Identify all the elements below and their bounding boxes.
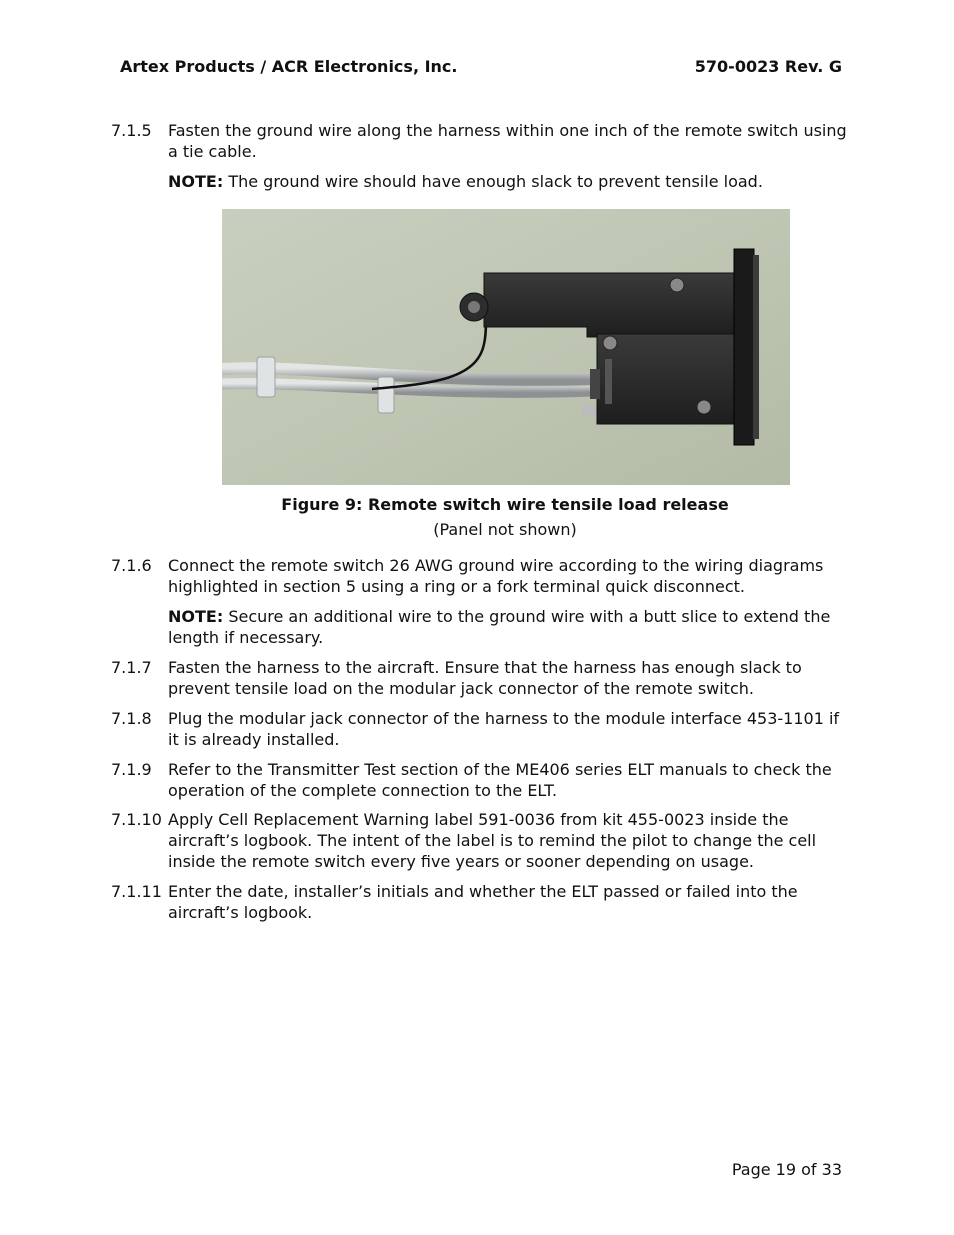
- step-number: 7.1.11: [111, 882, 162, 901]
- note-extend: [168, 606, 848, 648]
- note-label: NOTE:: [168, 172, 224, 191]
- figure-subcaption: (Panel not shown): [433, 520, 577, 539]
- step-7-1-5: [111, 120, 851, 162]
- note-text: Secure an additional wire to the ground wire with a butt slice to extend the length if necessary.: [168, 607, 831, 647]
- header-doc-number: 570-0023 Rev. G: [694, 57, 842, 76]
- step-7-1-7: [111, 657, 851, 699]
- step-number: 7.1.9: [111, 760, 152, 779]
- step-7-1-10: [111, 809, 851, 872]
- step-text: Refer to the Transmitter Test section of the ME406 series ELT manuals to check the operation of the complete connection to the ELT.: [168, 760, 832, 800]
- step-7-1-11: [111, 881, 851, 923]
- figure-caption: Figure 9: Remote switch wire tensile load release: [281, 495, 729, 514]
- note-text: The ground wire should have enough slack to prevent tensile load.: [223, 172, 763, 191]
- step-text: Enter the date, installer’s initials and whether the ELT passed or failed into the aircraft’s logbook.: [168, 882, 798, 922]
- step-text: Apply Cell Replacement Warning label 591-0036 from kit 455-0023 inside the aircraft’s logbook. The intent of the label is to remind the pilot to change the cell inside the remote switch every five years or sooner depending on usage.: [168, 810, 817, 871]
- note-slack: [168, 171, 848, 192]
- step-text: Fasten the harness to the aircraft. Ensure that the harness has enough slack to prevent tensile load on the modular jack connector of the remote switch.: [168, 658, 802, 698]
- step-number: 7.1.5: [111, 121, 152, 140]
- step-number: 7.1.8: [111, 709, 152, 728]
- step-7-1-8: [111, 708, 851, 750]
- step-text: Connect the remote switch 26 AWG ground wire according to the wiring diagrams highlighted in section 5 using a ring or a fork terminal quick disconnect.: [168, 556, 824, 596]
- page-number: Page 19 of 33: [731, 1160, 842, 1179]
- header-company: Artex Products / ACR Electronics, Inc.: [120, 57, 458, 76]
- step-text: Plug the modular jack connector of the harness to the module interface 453-1101 if it is already installed.: [168, 709, 840, 749]
- step-7-1-6: [111, 555, 851, 597]
- step-7-1-9: [111, 759, 851, 801]
- step-number: 7.1.6: [111, 556, 152, 575]
- step-text: Fasten the ground wire along the harness within one inch of the remote switch using a tie cable.: [168, 121, 847, 161]
- step-number: 7.1.10: [111, 810, 162, 829]
- note-label: NOTE:: [168, 607, 224, 626]
- step-number: 7.1.7: [111, 658, 152, 677]
- remote-switch-photo: [222, 209, 790, 485]
- figure-photo: [222, 209, 790, 485]
